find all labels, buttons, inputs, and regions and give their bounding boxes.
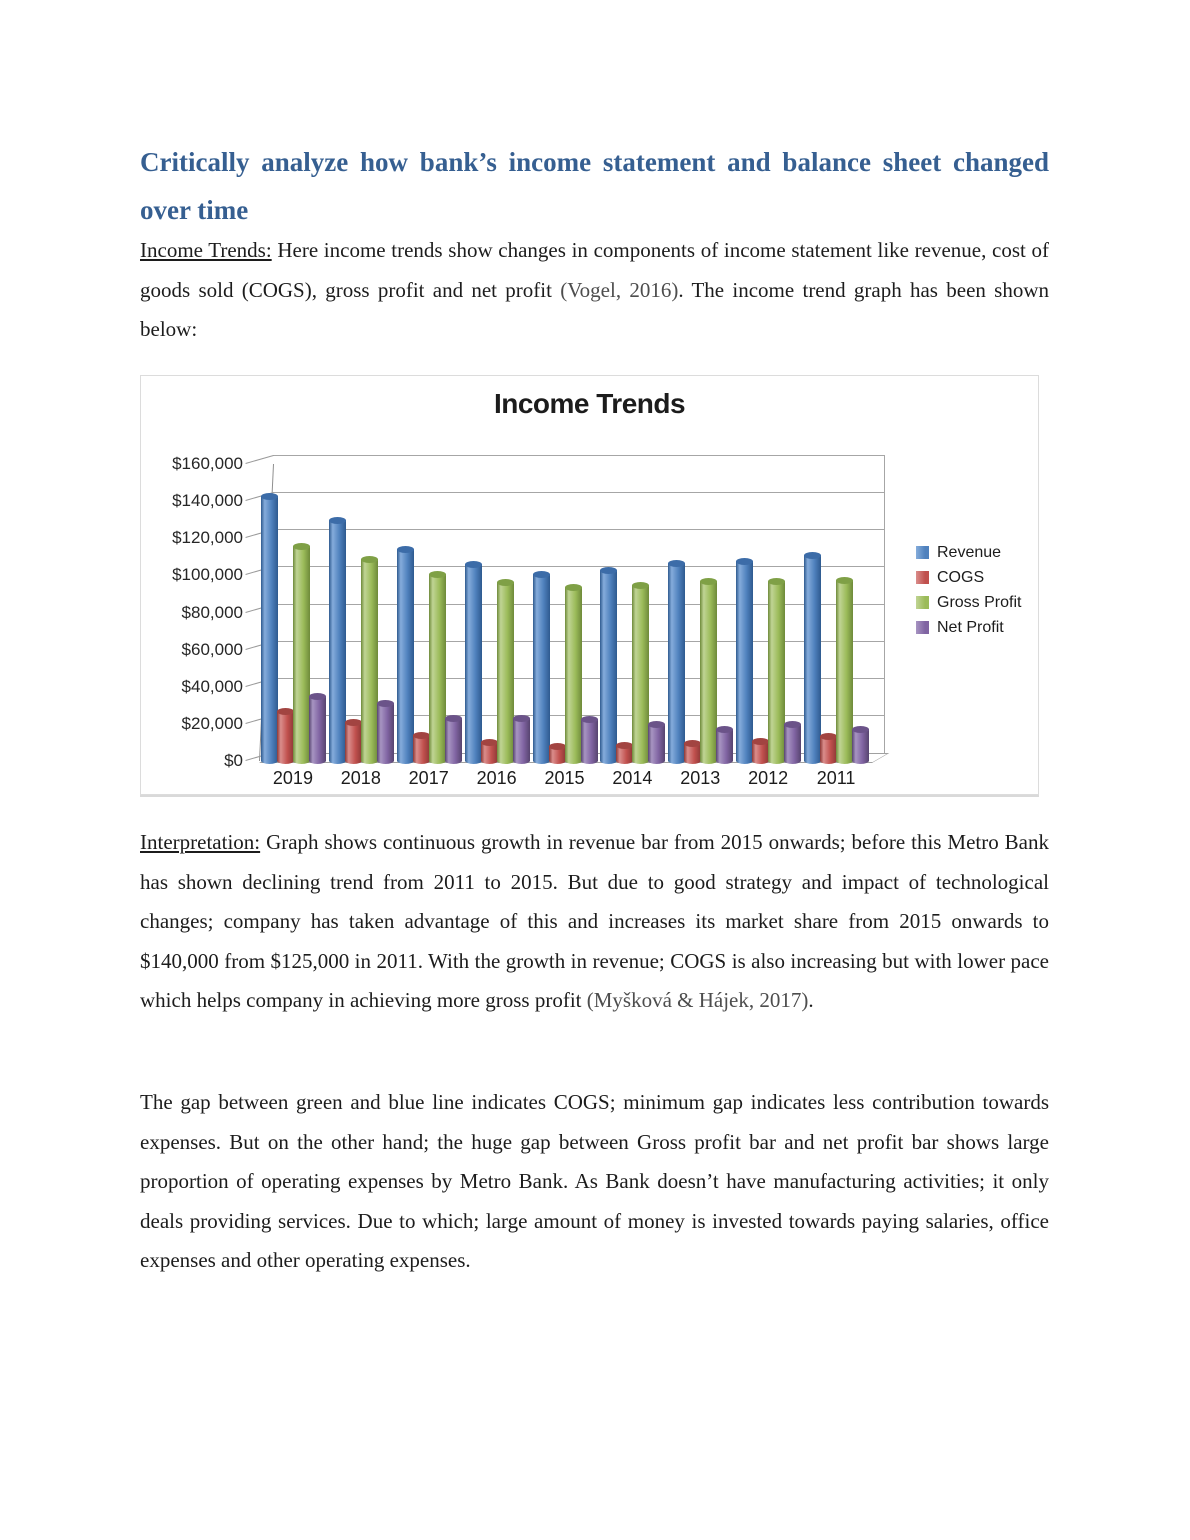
legend-label-revenue: Revenue bbox=[937, 543, 1002, 561]
x-tick-label-2014: 2014 bbox=[612, 768, 653, 788]
bar-top-cap bbox=[261, 493, 278, 500]
legend-item-cogs bbox=[916, 565, 1021, 590]
y-tick-label: $80,000 bbox=[181, 602, 243, 622]
bar-top-cap bbox=[413, 732, 430, 739]
bar-revenue-2019 bbox=[261, 496, 278, 761]
bar-bottom-cap bbox=[277, 757, 294, 764]
paragraph-text: Here income trends show changes in components of income statement like revenue, cost of goods sold (COGS), gross profit and net profit bbox=[140, 238, 1050, 302]
paragraph-gap-analysis: The gap between green and blue line indicates COGS; minimum gap indicates less contribution towards expenses. But on the other hand; the huge gap between Gross profit bar and net profit bar shows large proportion of operating expenses by Metro Bank. As Bank doesn’t have manufacturing activities; it only deals providing services. Due to which; large amount of money is invested towards paying salaries, office expenses and other operating expenses. bbox=[140, 1090, 1049, 1272]
paragraph-text: . The income trend graph has been shown below: bbox=[140, 277, 1049, 341]
y-tick-label: $100,000 bbox=[172, 565, 243, 585]
bar-bottom-cap bbox=[261, 757, 278, 764]
bar-net-profit-2015 bbox=[581, 719, 598, 761]
legend-item-net-profit bbox=[916, 615, 1021, 640]
x-tick-label-2017: 2017 bbox=[408, 768, 449, 788]
bar-revenue-2017 bbox=[397, 549, 414, 761]
bar-top-cap bbox=[397, 546, 414, 553]
bar-bottom-cap bbox=[481, 757, 498, 764]
bar-top-cap bbox=[277, 708, 294, 715]
gridline bbox=[273, 455, 884, 456]
bar-top-cap bbox=[836, 577, 853, 584]
bar-top-cap bbox=[533, 571, 550, 578]
y-tick-label: $40,000 bbox=[181, 676, 243, 696]
bar-bottom-cap bbox=[497, 757, 514, 764]
bar-top-cap bbox=[377, 700, 394, 707]
legend-label-gross-profit: Gross Profit bbox=[937, 593, 1022, 611]
bar-revenue-2012 bbox=[736, 561, 753, 761]
bar-gross-profit-2017 bbox=[429, 574, 446, 761]
income-trends-label: Income Trends: bbox=[140, 238, 272, 262]
page-title: Critically analyze how bank’s income statement and balance sheet changed over time bbox=[140, 147, 1049, 225]
chart-legend bbox=[916, 540, 1021, 640]
bar-top-cap bbox=[329, 517, 346, 524]
bar-net-profit-2013 bbox=[716, 729, 733, 761]
bar-bottom-cap bbox=[293, 757, 310, 764]
bar-bottom-cap bbox=[429, 757, 446, 764]
legend-label-net-profit: Net Profit bbox=[937, 618, 1004, 636]
legend-swatch-revenue bbox=[916, 546, 929, 559]
bar-top-cap bbox=[361, 556, 378, 563]
bar-net-profit-2014 bbox=[648, 724, 665, 761]
right-wall-edge bbox=[884, 455, 885, 753]
bar-bottom-cap bbox=[804, 757, 821, 764]
bar-bottom-cap bbox=[445, 757, 462, 764]
x-tick-label-2012: 2012 bbox=[748, 768, 789, 788]
interpretation-label: Interpretation: bbox=[140, 830, 261, 854]
bar-revenue-2015 bbox=[533, 574, 550, 761]
bar-top-cap bbox=[581, 716, 598, 723]
y-tick-label: $120,000 bbox=[172, 528, 243, 548]
legend-item-revenue bbox=[916, 540, 1021, 565]
bar-top-cap bbox=[736, 558, 753, 565]
y-tick-label: $140,000 bbox=[172, 491, 243, 511]
bar-top-cap bbox=[565, 584, 582, 591]
bar-bottom-cap bbox=[361, 757, 378, 764]
paragraph-text: Graph shows continuous growth in revenue bar from 2015 onwards; before this Metro Bank has shown declining trend from 2011 to 2015. But due to good strategy and impact of technological changes; company has taken advantage of this and increases its market share from 2015 onwards to $140,000 from $125,000 in 2011. With the growth in revenue; COGS is also increasing but with lower pace which helps company in achieving more gross profit bbox=[140, 830, 1049, 1012]
bar-bottom-cap bbox=[513, 757, 530, 764]
x-tick-label-2018: 2018 bbox=[340, 768, 381, 788]
bar-gross-profit-2015 bbox=[565, 587, 582, 761]
bar-cogs-2016 bbox=[481, 742, 498, 761]
bar-top-cap bbox=[345, 719, 362, 726]
bar-top-cap bbox=[668, 560, 685, 567]
y-tick-label: $20,000 bbox=[181, 713, 243, 733]
bar-bottom-cap bbox=[413, 757, 430, 764]
bar-bottom-cap bbox=[397, 757, 414, 764]
bar-revenue-2016 bbox=[465, 564, 482, 761]
bar-gross-profit-2013 bbox=[700, 581, 717, 761]
bar-gross-profit-2011 bbox=[836, 580, 853, 761]
bar-net-profit-2018 bbox=[377, 703, 394, 761]
x-tick-label-2013: 2013 bbox=[680, 768, 721, 788]
bar-gross-profit-2012 bbox=[768, 581, 785, 761]
bar-bottom-cap bbox=[581, 757, 598, 764]
bar-net-profit-2017 bbox=[445, 718, 462, 761]
paragraph-income-trends bbox=[140, 231, 1049, 350]
bar-revenue-2013 bbox=[668, 563, 685, 761]
bar-top-cap bbox=[752, 738, 769, 745]
bar-bottom-cap bbox=[565, 757, 582, 764]
bar-gross-profit-2016 bbox=[497, 582, 514, 761]
gridline bbox=[273, 529, 884, 530]
x-tick-label-2015: 2015 bbox=[544, 768, 585, 788]
bar-top-cap bbox=[465, 561, 482, 568]
bar-top-cap bbox=[648, 721, 665, 728]
bar-revenue-2018 bbox=[329, 520, 346, 761]
bar-cogs-2013 bbox=[684, 743, 701, 761]
bar-top-cap bbox=[600, 567, 617, 574]
bar-top-cap bbox=[804, 552, 821, 559]
bar-bottom-cap bbox=[377, 757, 394, 764]
legend-item-gross-profit bbox=[916, 590, 1021, 615]
bar-cogs-2018 bbox=[345, 722, 362, 761]
bar-top-cap bbox=[513, 715, 530, 722]
citation-myskova-hajek-2017: (Myšková & Hájek, 2017) bbox=[586, 988, 809, 1012]
citation-vogel-2016: (Vogel, 2016) bbox=[560, 277, 679, 302]
bar-top-cap bbox=[549, 743, 566, 750]
y-tick-label: $0 bbox=[224, 751, 243, 770]
plot-area bbox=[259, 464, 870, 788]
bar-bottom-cap bbox=[329, 757, 346, 764]
income-trends-chart bbox=[140, 375, 1039, 795]
chart-title: Income Trends bbox=[493, 388, 686, 419]
bar-cogs-2014 bbox=[616, 745, 633, 761]
bar-cogs-2011 bbox=[820, 736, 837, 761]
bar-top-cap bbox=[820, 733, 837, 740]
bar-net-profit-2011 bbox=[852, 729, 869, 761]
bar-cogs-2012 bbox=[752, 741, 769, 761]
bar-top-cap bbox=[309, 693, 326, 700]
bar-bottom-cap bbox=[820, 757, 837, 764]
gridline bbox=[273, 492, 884, 493]
axis-tick bbox=[245, 455, 273, 464]
y-tick-label: $160,000 bbox=[172, 454, 243, 473]
legend-swatch-net-profit bbox=[916, 621, 929, 634]
bar-net-profit-2016 bbox=[513, 718, 530, 761]
bar-bottom-cap bbox=[533, 757, 550, 764]
bar-top-cap bbox=[497, 579, 514, 586]
bar-top-cap bbox=[445, 715, 462, 722]
bar-top-cap bbox=[684, 740, 701, 747]
paragraph-interpretation bbox=[140, 823, 1049, 1021]
x-tick-label-2011: 2011 bbox=[816, 768, 856, 788]
bar-net-profit-2019 bbox=[309, 696, 326, 761]
bar-bottom-cap bbox=[309, 757, 326, 764]
bar-top-cap bbox=[293, 543, 310, 550]
legend-swatch-cogs bbox=[916, 571, 929, 584]
bar-top-cap bbox=[632, 582, 649, 589]
bar-top-cap bbox=[481, 739, 498, 746]
bar-net-profit-2012 bbox=[784, 724, 801, 761]
bar-cogs-2017 bbox=[413, 735, 430, 761]
bar-revenue-2011 bbox=[804, 555, 821, 761]
bar-bottom-cap bbox=[836, 757, 853, 764]
bar-top-cap bbox=[784, 721, 801, 728]
bar-gross-profit-2018 bbox=[361, 559, 378, 761]
y-tick-label: $60,000 bbox=[181, 639, 243, 659]
bar-top-cap bbox=[429, 571, 446, 578]
y-axis bbox=[141, 454, 251, 770]
bar-gross-profit-2019 bbox=[293, 546, 310, 761]
legend-label-cogs: COGS bbox=[937, 568, 985, 586]
bar-cogs-2015 bbox=[549, 746, 566, 761]
bar-top-cap bbox=[716, 726, 733, 733]
bar-cogs-2019 bbox=[277, 711, 294, 761]
x-tick-label-2016: 2016 bbox=[476, 768, 517, 788]
bar-top-cap bbox=[700, 578, 717, 585]
bar-revenue-2014 bbox=[600, 570, 617, 761]
bar-top-cap bbox=[852, 726, 869, 733]
bar-top-cap bbox=[768, 578, 785, 585]
paragraph-text: . bbox=[808, 988, 814, 1012]
bar-gross-profit-2014 bbox=[632, 585, 649, 761]
x-tick-label-2019: 2019 bbox=[272, 768, 313, 788]
bar-bottom-cap bbox=[465, 757, 482, 764]
legend-swatch-gross-profit bbox=[916, 596, 929, 609]
bar-bottom-cap bbox=[549, 757, 566, 764]
bar-bottom-cap bbox=[345, 757, 362, 764]
bar-bottom-cap bbox=[852, 757, 869, 764]
bar-top-cap bbox=[616, 742, 633, 749]
